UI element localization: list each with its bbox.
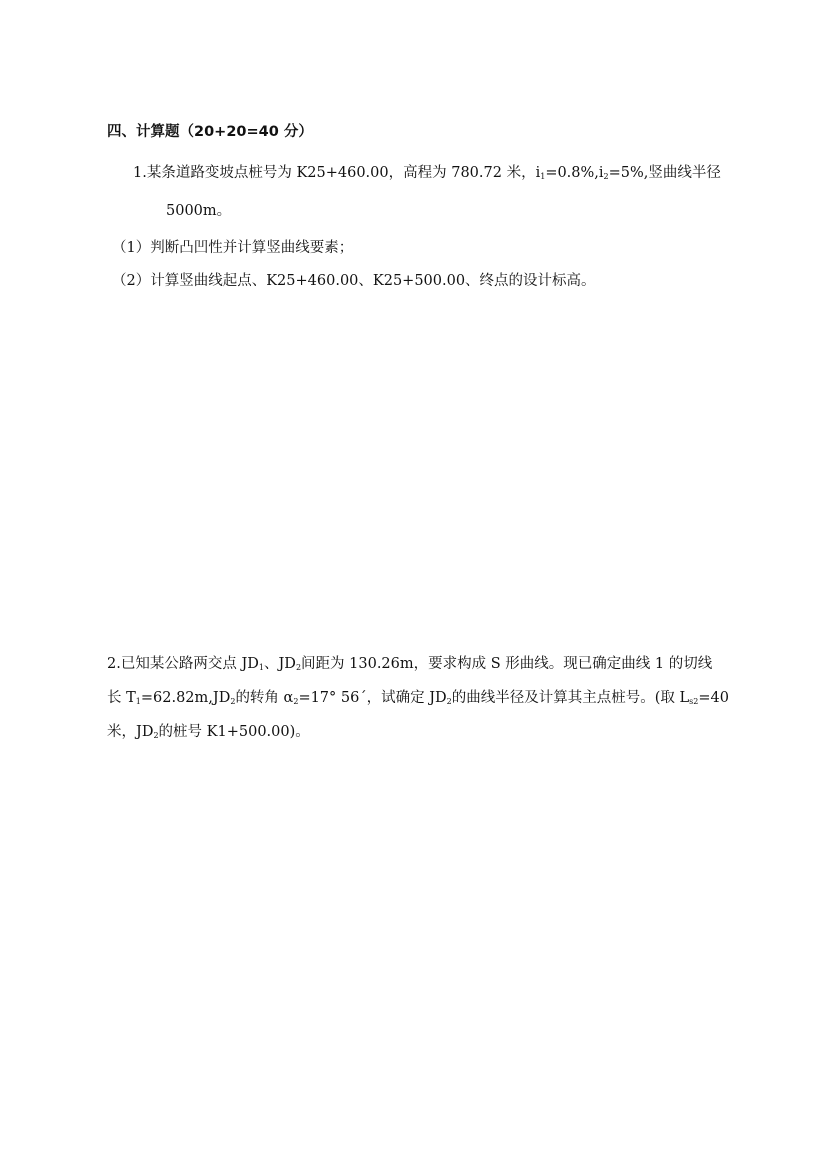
section-heading: 四、计算题（20+20=40 分） [107,124,313,140]
question-1-text-c: =5%,竖曲线半径 [608,165,721,181]
question-2-text: =62.82m,JD [140,690,231,706]
subscript: s2 [689,697,699,706]
question-1-part-1: （1）判断凸凹性并计算竖曲线要素； [112,240,354,256]
question-2-text: 米，JD [107,724,154,740]
question-1-text-b: =0.8%,i [545,165,604,181]
question-2-line-1 [107,654,712,674]
subscript: 2 [295,663,302,672]
subscript: 2 [446,697,452,706]
question-2-text: 的曲线半径及计算其主点桩号。(取 L [451,690,690,706]
question-1-line-2: 5000m。 [166,203,232,219]
question-2-line-2 [107,688,729,708]
question-2-text: 的转角 α [235,690,294,706]
subscript: 2 [153,731,159,740]
question-1-line-1 [133,163,721,183]
subscript: 1 [258,663,264,672]
subscript: 2 [603,172,609,181]
subscript: 2 [293,697,299,706]
question-1-text-a: 某条道路变坡点桩号为 K25+460.00，高程为 780.72 米，i [146,165,541,181]
subscript: 1 [540,172,546,181]
question-2-text: 、JD [263,656,296,672]
subscript: 2 [230,697,236,706]
question-2-text: 2.已知某公路两交点 JD [107,656,259,672]
question-2-text: =17° 56´，试确定 JD [298,690,447,706]
question-2-text: 间距为 130.26m，要求构成 S 形曲线。现已确定曲线 1 的切线 [301,656,713,672]
question-2-line-3 [107,722,310,742]
question-2-text: 的桩号 K1+500.00)。 [158,724,310,740]
subscript: 1 [135,697,141,706]
question-2-text: =40 [698,690,729,706]
question-2-text: 长 T [107,690,136,706]
question-1-part-2: （2）计算竖曲线起点、K25+460.00、K25+500.00、终点的设计标高。 [112,273,596,289]
question-1-number: 1. [133,165,147,181]
